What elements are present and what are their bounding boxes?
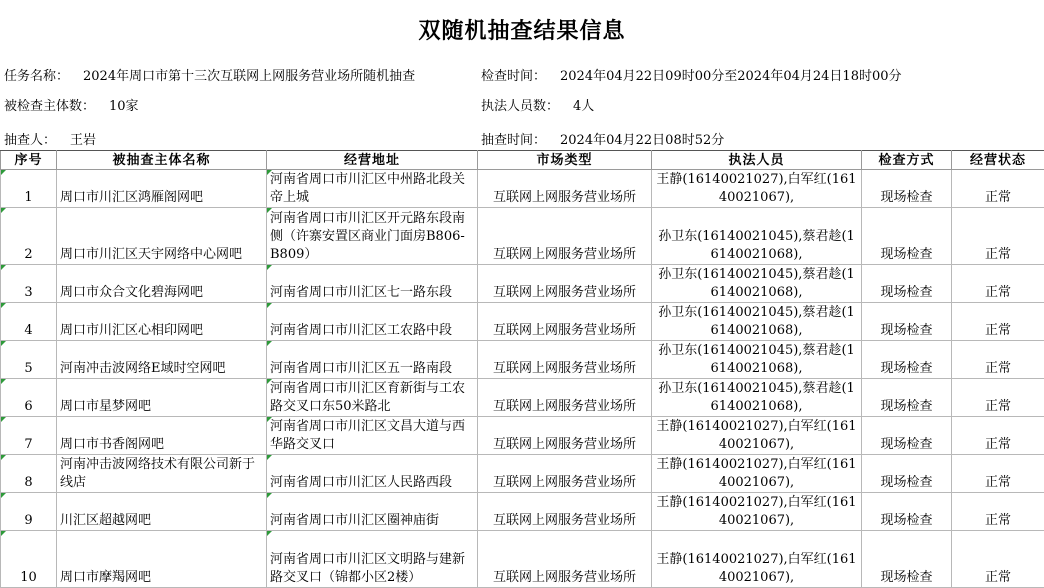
cell-status[interactable]: 正常 xyxy=(952,531,1044,588)
cell-officers[interactable]: 王静(16140021027),白军红(16140021067), xyxy=(652,531,862,588)
cell-no[interactable]: 7 xyxy=(1,417,57,455)
cell-status[interactable]: 正常 xyxy=(952,417,1044,455)
cell-method[interactable]: 现场检查 xyxy=(862,379,952,417)
cell-address[interactable]: 河南省周口市川汇区七一路东段 xyxy=(267,265,478,303)
header-status[interactable]: 经营状态 xyxy=(952,151,1044,170)
header-officers[interactable]: 执法人员 xyxy=(652,151,862,170)
cell-officers[interactable]: 王静(16140021027),白军红(16140021067), xyxy=(652,455,862,493)
cell-no[interactable]: 8 xyxy=(1,455,57,493)
cell-market[interactable]: 互联网上网服务营业场所 xyxy=(478,417,652,455)
check-time-label: 检查时间： xyxy=(481,69,547,84)
cell-name[interactable]: 周口市川汇区心相印网吧 xyxy=(57,303,267,341)
cell-method[interactable]: 现场检查 xyxy=(862,208,952,265)
cell-name[interactable]: 周口市星梦网吧 xyxy=(57,379,267,417)
officer-count-cell[interactable] xyxy=(477,86,1044,116)
cell-name[interactable]: 周口市川汇区天宇网络中心网吧 xyxy=(57,208,267,265)
result-table xyxy=(0,150,1044,588)
task-name-cell[interactable] xyxy=(0,48,477,86)
cell-status[interactable]: 正常 xyxy=(952,493,1044,531)
check-time-value: 2024年04月22日09时00分至2024年04月24日18时00分 xyxy=(560,69,902,84)
cell-market[interactable]: 互联网上网服务营业场所 xyxy=(478,170,652,208)
cell-no[interactable]: 4 xyxy=(1,303,57,341)
table-row xyxy=(1,265,1044,303)
header-no[interactable]: 序号 xyxy=(1,151,57,170)
cell-method[interactable]: 现场检查 xyxy=(862,417,952,455)
cell-address[interactable]: 河南省周口市川汇区工农路中段 xyxy=(267,303,478,341)
cell-no[interactable]: 9 xyxy=(1,493,57,531)
cell-status[interactable]: 正常 xyxy=(952,379,1044,417)
cell-officers[interactable]: 孙卫东(16140021045),蔡君趁(16140021068), xyxy=(652,303,862,341)
cell-no[interactable]: 10 xyxy=(1,531,57,588)
cell-officers[interactable]: 孙卫东(16140021045),蔡君趁(16140021068), xyxy=(652,208,862,265)
cell-address[interactable]: 河南省周口市川汇区开元路东段南侧（许寨安置区商业门面房B806-B809） xyxy=(267,208,478,265)
inspector-info-row xyxy=(0,116,1044,150)
count-info-row xyxy=(0,86,1044,116)
table-row xyxy=(1,493,1044,531)
cell-market[interactable]: 互联网上网服务营业场所 xyxy=(478,455,652,493)
cell-officers[interactable]: 王静(16140021027),白军红(16140021067), xyxy=(652,417,862,455)
spot-time-cell[interactable] xyxy=(477,116,1044,150)
cell-address[interactable]: 河南省周口市川汇区中州路北段关帝上城 xyxy=(267,170,478,208)
cell-no[interactable]: 2 xyxy=(1,208,57,265)
cell-name[interactable]: 河南冲击波网络E域时空网吧 xyxy=(57,341,267,379)
cell-address[interactable]: 河南省周口市川汇区五一路南段 xyxy=(267,341,478,379)
cell-method[interactable]: 现场检查 xyxy=(862,303,952,341)
spot-time-value: 2024年04月22日08时52分 xyxy=(560,133,725,148)
cell-method[interactable]: 现场检查 xyxy=(862,455,952,493)
cell-no[interactable]: 1 xyxy=(1,170,57,208)
header-method[interactable]: 检查方式 xyxy=(862,151,952,170)
inspector-cell[interactable] xyxy=(0,116,477,150)
header-name[interactable]: 被抽查主体名称 xyxy=(57,151,267,170)
task-name-value: 2024年周口市第十三次互联网上网服务营业场所随机抽查 xyxy=(83,69,416,84)
inspector-label: 抽查人： xyxy=(4,133,57,148)
table-row xyxy=(1,341,1044,379)
header-market[interactable]: 市场类型 xyxy=(478,151,652,170)
cell-market[interactable]: 互联网上网服务营业场所 xyxy=(478,531,652,588)
cell-method[interactable]: 现场检查 xyxy=(862,531,952,588)
cell-no[interactable]: 5 xyxy=(1,341,57,379)
cell-status[interactable]: 正常 xyxy=(952,170,1044,208)
cell-address[interactable]: 河南省周口市川汇区文明路与建新路交叉口（锦都小区2楼） xyxy=(267,531,478,588)
cell-address[interactable]: 河南省周口市川汇区育新街与工农路交叉口东50米路北 xyxy=(267,379,478,417)
table-row xyxy=(1,170,1044,208)
cell-method[interactable]: 现场检查 xyxy=(862,170,952,208)
cell-name[interactable]: 河南冲击波网络技术有限公司新于线店 xyxy=(57,455,267,493)
cell-market[interactable]: 互联网上网服务营业场所 xyxy=(478,493,652,531)
table-header-row xyxy=(1,151,1044,170)
subject-count-value: 10家 xyxy=(109,99,139,114)
table-row xyxy=(1,531,1044,588)
spot-time-label: 抽查时间： xyxy=(481,133,547,148)
check-time-cell[interactable] xyxy=(477,48,1044,86)
cell-officers[interactable]: 孙卫东(16140021045),蔡君趁(16140021068), xyxy=(652,379,862,417)
cell-method[interactable]: 现场检查 xyxy=(862,265,952,303)
cell-officers[interactable]: 王静(16140021027),白军红(16140021067), xyxy=(652,493,862,531)
header-address[interactable]: 经营地址 xyxy=(267,151,478,170)
task-name-label: 任务名称： xyxy=(4,69,70,84)
table-row xyxy=(1,303,1044,341)
cell-status[interactable]: 正常 xyxy=(952,208,1044,265)
title-row xyxy=(0,0,1044,48)
table-row xyxy=(1,417,1044,455)
cell-address[interactable]: 河南省周口市川汇区人民路西段 xyxy=(267,455,478,493)
cell-market[interactable]: 互联网上网服务营业场所 xyxy=(478,265,652,303)
cell-address[interactable]: 河南省周口市川汇区文昌大道与西华路交叉口 xyxy=(267,417,478,455)
cell-officers[interactable]: 孙卫东(16140021045),蔡君趁(16140021068), xyxy=(652,265,862,303)
subject-count-label: 被检查主体数： xyxy=(4,99,96,114)
table-row xyxy=(1,455,1044,493)
cell-no[interactable]: 6 xyxy=(1,379,57,417)
cell-method[interactable]: 现场检查 xyxy=(862,341,952,379)
task-info-row xyxy=(0,48,1044,86)
cell-officers[interactable]: 王静(16140021027),白军红(16140021067), xyxy=(652,170,862,208)
cell-market[interactable]: 互联网上网服务营业场所 xyxy=(478,379,652,417)
page-title: 双随机抽查结果信息 xyxy=(418,19,626,44)
cell-status[interactable]: 正常 xyxy=(952,303,1044,341)
subject-count-cell[interactable] xyxy=(0,86,477,116)
cell-market[interactable]: 互联网上网服务营业场所 xyxy=(478,208,652,265)
table-row xyxy=(1,379,1044,417)
cell-officers[interactable]: 孙卫东(16140021045),蔡君趁(16140021068), xyxy=(652,341,862,379)
cell-status[interactable]: 正常 xyxy=(952,455,1044,493)
cell-market[interactable]: 互联网上网服务营业场所 xyxy=(478,341,652,379)
cell-name[interactable]: 周口市书香阁网吧 xyxy=(57,417,267,455)
cell-name[interactable]: 川汇区超越网吧 xyxy=(57,493,267,531)
cell-status[interactable]: 正常 xyxy=(952,341,1044,379)
cell-market[interactable]: 互联网上网服务营业场所 xyxy=(478,303,652,341)
cell-status[interactable]: 正常 xyxy=(952,265,1044,303)
officer-count-value: 4人 xyxy=(573,99,595,114)
cell-no[interactable]: 3 xyxy=(1,265,57,303)
cell-name[interactable]: 周口市众合文化碧海网吧 xyxy=(57,265,267,303)
cell-name[interactable]: 周口市摩羯网吧 xyxy=(57,531,267,588)
table-row xyxy=(1,208,1044,265)
cell-address[interactable]: 河南省周口市川汇区圈神庙街 xyxy=(267,493,478,531)
cell-name[interactable]: 周口市川汇区鸿雁阁网吧 xyxy=(57,170,267,208)
inspector-value: 王岩 xyxy=(70,133,97,148)
officer-count-label: 执法人员数： xyxy=(481,99,560,114)
cell-method[interactable]: 现场检查 xyxy=(862,493,952,531)
